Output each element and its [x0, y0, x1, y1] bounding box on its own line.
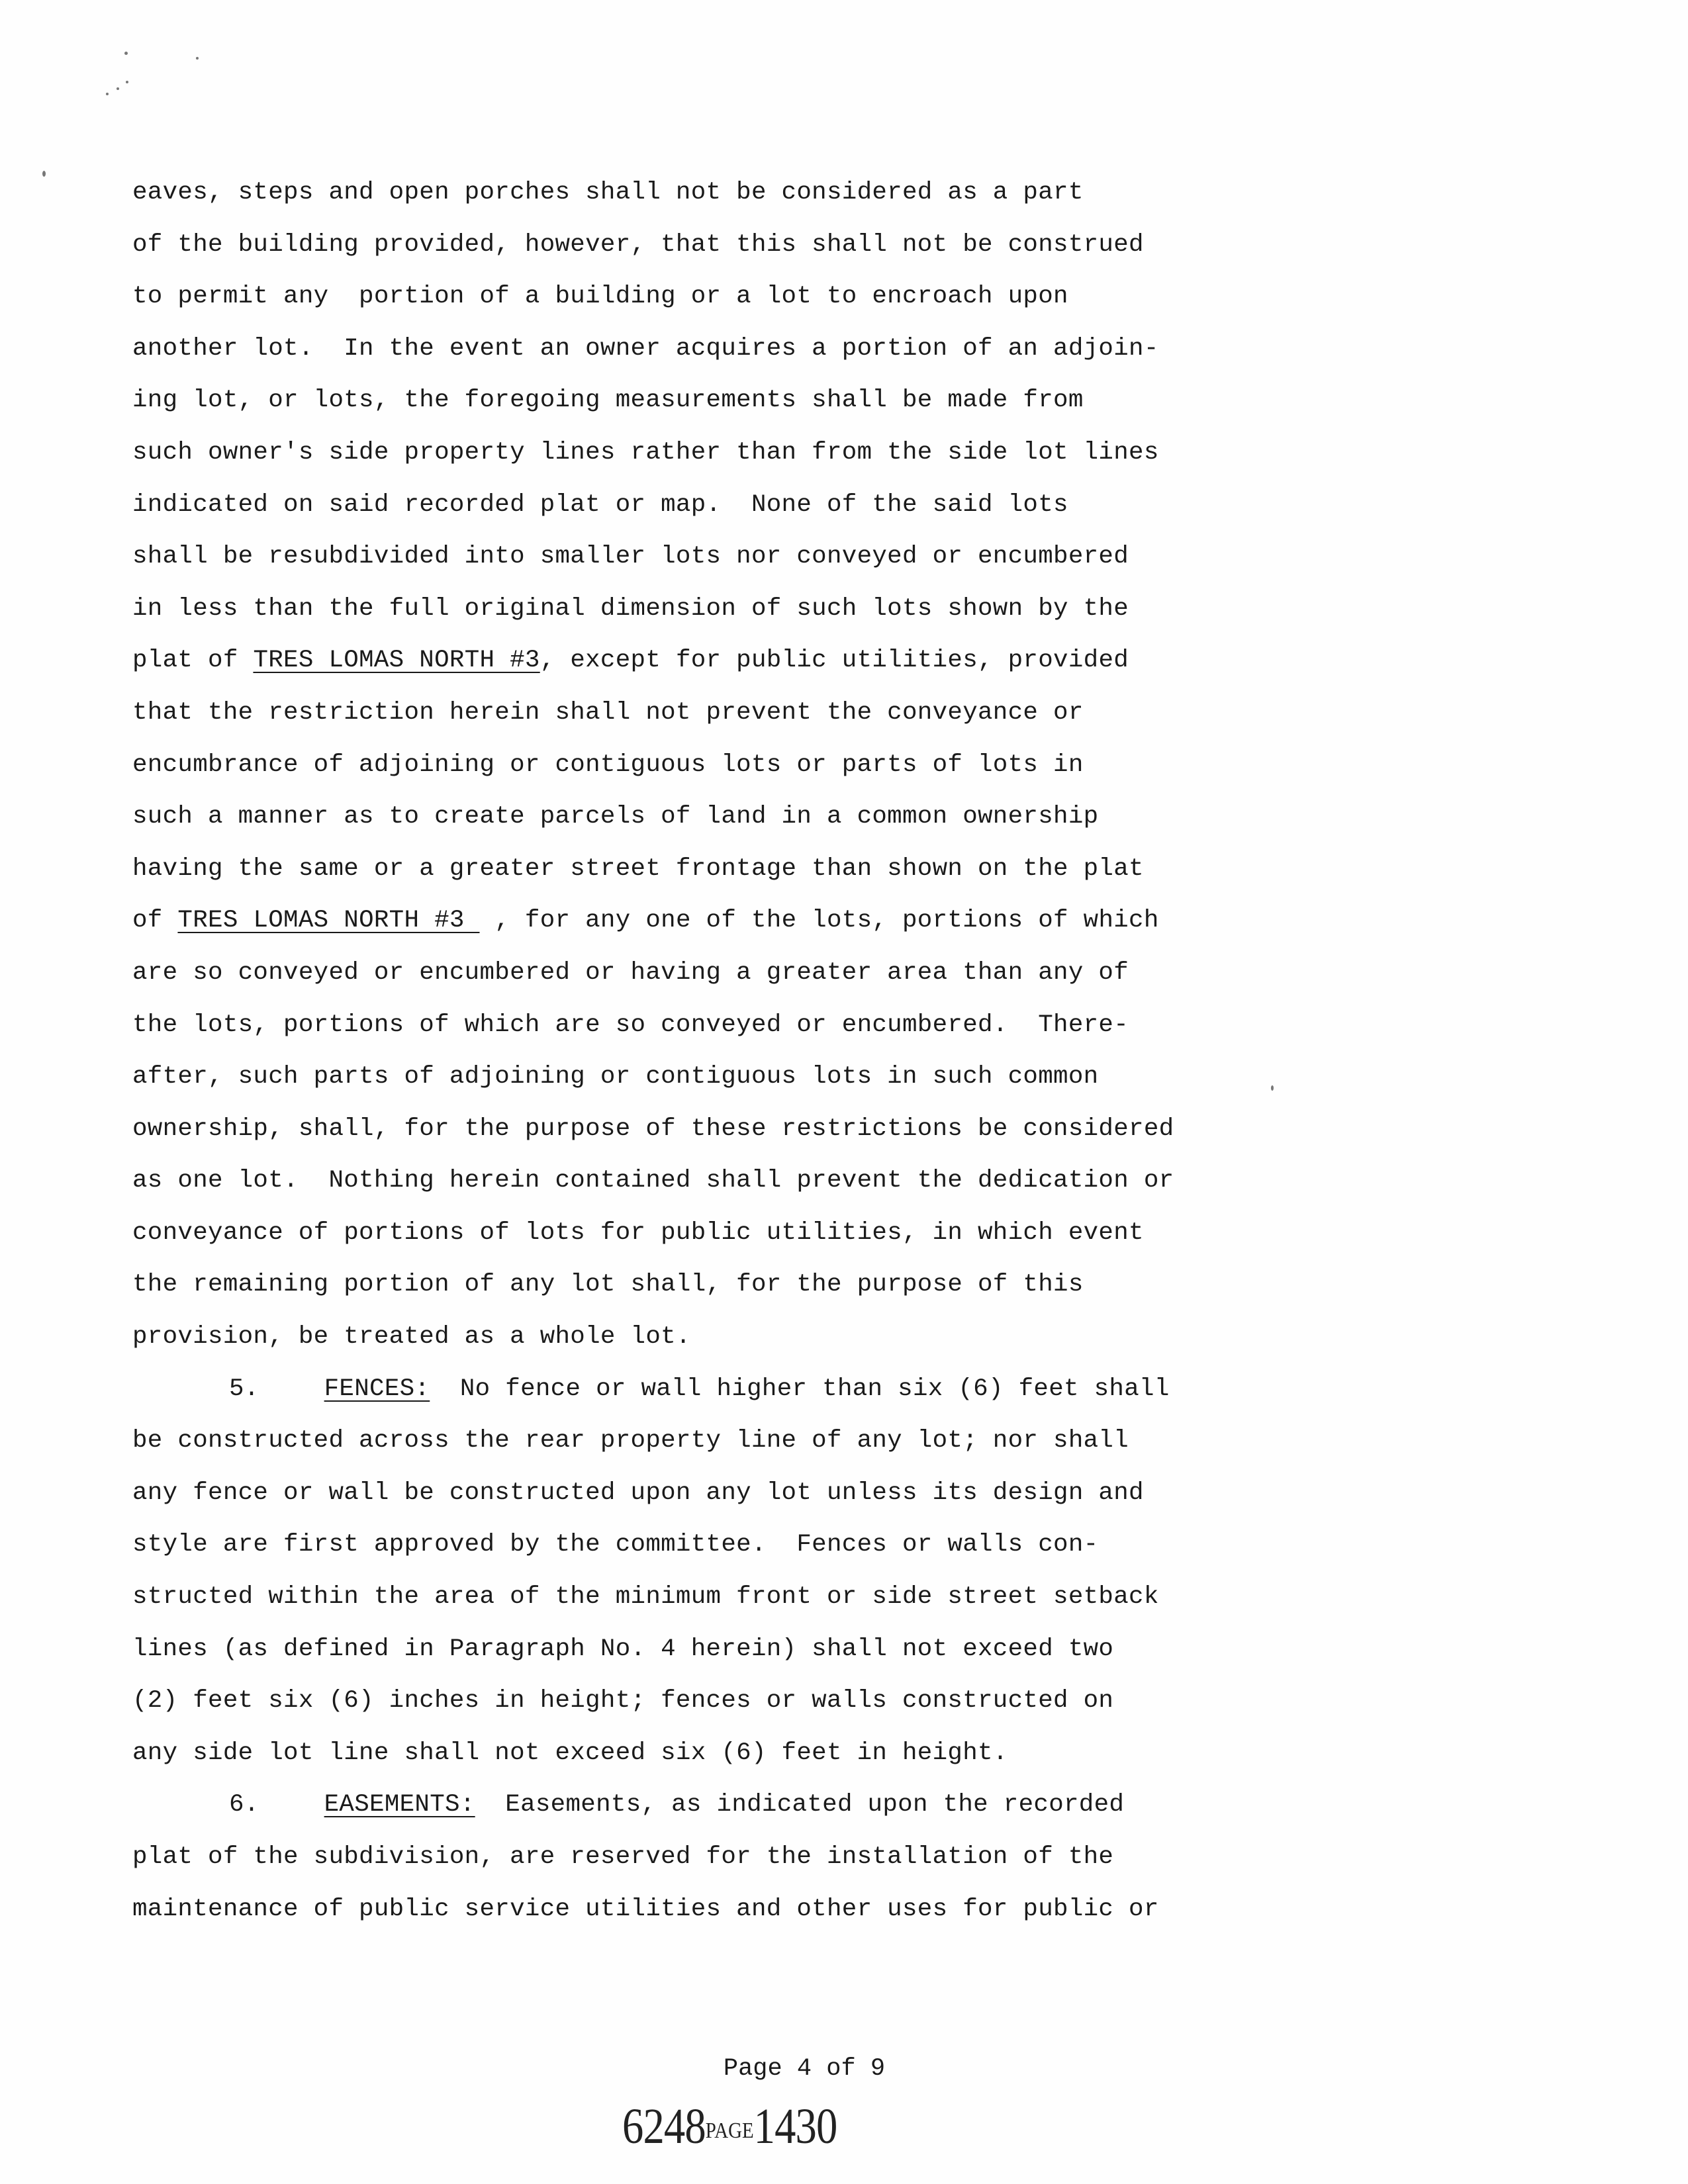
stamp-page-word: PAGE — [705, 2118, 754, 2143]
line-text: provision, be treated as a whole lot. — [132, 1323, 691, 1351]
text-line — [132, 1259, 1258, 1311]
line-text: any side lot line shall not exceed six (6) feet in height. — [132, 1739, 1008, 1767]
text-line — [132, 635, 1258, 687]
line-text: another lot. In the event an owner acquires a portion of an adjoin- — [132, 334, 1159, 363]
line-text: , for any one of the lots, portions of which — [479, 907, 1159, 935]
line-text: , except for public utilities, provided — [539, 647, 1129, 675]
line-text: such owner's side property lines rather than from the side lot lines — [132, 438, 1159, 467]
text-line — [132, 427, 1258, 479]
line-text: No fence or wall higher than six (6) feet shall — [430, 1375, 1170, 1403]
line-text: the lots, portions of which are so conveyed or encumbered. There- — [132, 1011, 1129, 1039]
text-line — [132, 1051, 1258, 1103]
line-text: as one lot. Nothing herein contained shall prevent the dedication or — [132, 1167, 1174, 1195]
text-line — [132, 1623, 1258, 1676]
scan-speck — [1271, 1085, 1274, 1091]
line-text: indicated on said recorded plat or map. None of the said lots — [132, 490, 1068, 519]
text-line — [132, 947, 1258, 999]
text-line — [132, 1884, 1258, 1936]
text-line — [132, 791, 1258, 843]
stamp-page-number: 1430 — [753, 2099, 837, 2154]
line-text: style are first approved by the committee. Fences or walls con- — [132, 1531, 1099, 1559]
section-heading: FENCES: — [324, 1375, 430, 1403]
document-body — [132, 167, 1258, 1935]
scan-speck — [42, 171, 46, 177]
line-text: (2) feet six (6) inches in height; fences or walls constructed on — [132, 1687, 1114, 1715]
text-line — [132, 1727, 1258, 1780]
text-line — [132, 687, 1258, 739]
subdivision-name: TRES LOMAS NORTH #3 — [177, 907, 480, 935]
stamp-book-number: 6248 — [622, 2099, 706, 2154]
line-text: eaves, steps and open porches shall not be considered as a part — [132, 179, 1084, 206]
line-text: maintenance of public service utilities and other uses for public or — [132, 1895, 1159, 1923]
line-text: ownership, shall, for the purpose of these restrictions be considered — [132, 1115, 1174, 1143]
text-line — [132, 1675, 1258, 1727]
section-heading: EASEMENTS: — [324, 1791, 475, 1819]
line-text: of the building provided, however, that this shall not be construed — [132, 230, 1144, 259]
scan-speck — [196, 57, 199, 60]
scan-speck — [117, 87, 119, 90]
text-line — [132, 271, 1258, 323]
text-line — [132, 375, 1258, 427]
line-text: in less than the full original dimension of such lots shown by the — [132, 594, 1129, 623]
line-text: of — [132, 907, 178, 935]
line-text: to permit any portion of a building or a lot to encroach upon — [132, 283, 1068, 311]
subdivision-name: TRES LOMAS NORTH #3 — [253, 647, 540, 675]
text-line — [132, 323, 1258, 375]
text-line — [132, 167, 1258, 219]
line-text: having the same or a greater street frontage than shown on the plat — [132, 854, 1144, 883]
text-line — [132, 843, 1258, 895]
recording-stamp — [622, 2098, 837, 2156]
page-number-label: Page 4 of 9 — [723, 2055, 886, 2083]
text-line — [132, 1155, 1258, 1207]
line-text: after, such parts of adjoining or contiguous lots in such common — [132, 1063, 1099, 1091]
text-line — [132, 999, 1258, 1052]
text-line — [132, 479, 1258, 531]
text-line — [132, 219, 1258, 271]
line-text: lines (as defined in Paragraph No. 4 herein) shall not exceed two — [132, 1635, 1114, 1663]
scan-speck — [126, 81, 128, 83]
text-line — [132, 739, 1258, 792]
line-text: the remaining portion of any lot shall, for the purpose of this — [132, 1271, 1084, 1299]
text-line — [132, 1779, 1258, 1831]
text-line — [132, 895, 1258, 947]
line-text: that the restriction herein shall not prevent the conveyance or — [132, 698, 1084, 727]
text-line — [132, 583, 1258, 635]
line-text: Easements, as indicated upon the recorded — [475, 1791, 1125, 1819]
line-text: ing lot, or lots, the foregoing measurements shall be made from — [132, 387, 1084, 415]
line-text: plat of the subdivision, are reserved for the installation of the — [132, 1843, 1114, 1871]
text-line — [132, 1467, 1258, 1520]
line-text: any fence or wall be constructed upon any lot unless its design and — [132, 1479, 1144, 1507]
text-line — [132, 1363, 1258, 1416]
text-line — [132, 1831, 1258, 1884]
text-line — [132, 531, 1258, 583]
text-line — [132, 1415, 1258, 1467]
text-line — [132, 1519, 1258, 1571]
line-text: structed within the area of the minimum front or side street setback — [132, 1583, 1159, 1612]
line-text: such a manner as to create parcels of land in a common ownership — [132, 803, 1099, 831]
line-text: conveyance of portions of lots for public utilities, in which event — [132, 1218, 1144, 1247]
line-text: be constructed across the rear property line of any lot; nor shall — [132, 1427, 1129, 1455]
scan-speck — [124, 52, 128, 55]
paragraph-number: 5. — [229, 1375, 259, 1403]
line-text: encumbrance of adjoining or contiguous lots or parts of lots in — [132, 751, 1084, 779]
text-line — [132, 1103, 1258, 1156]
text-line — [132, 1571, 1258, 1623]
line-text: plat of — [132, 647, 254, 675]
text-line — [132, 1311, 1258, 1363]
paragraph-number: 6. — [229, 1791, 259, 1819]
scan-speck — [106, 93, 109, 95]
text-line — [132, 1207, 1258, 1259]
line-text: shall be resubdivided into smaller lots nor conveyed or encumbered — [132, 543, 1129, 571]
line-text: are so conveyed or encumbered or having a greater area than any of — [132, 958, 1129, 987]
